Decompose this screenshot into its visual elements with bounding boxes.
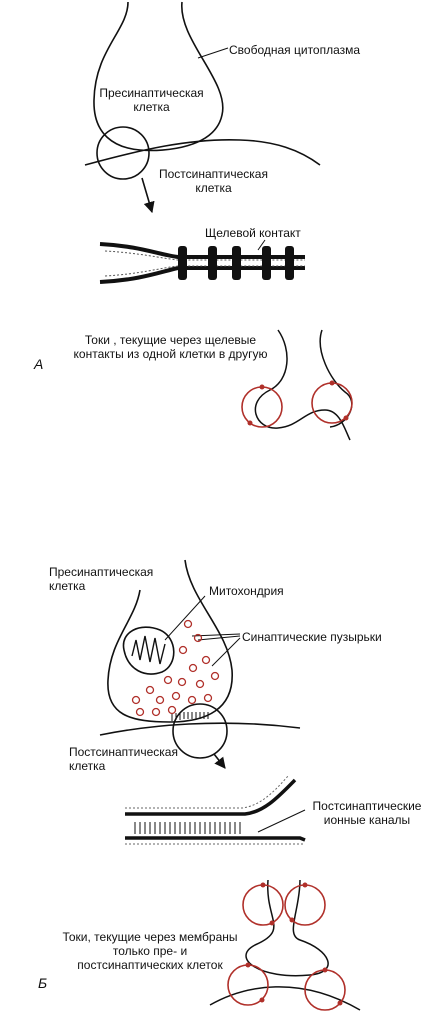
panel-b-letter: Б xyxy=(38,975,48,991)
mitochondrion-cristae xyxy=(132,636,165,664)
connexon xyxy=(285,246,294,280)
vesicles-pointer xyxy=(212,638,240,666)
connexon xyxy=(262,246,271,280)
magnify-arrow-b xyxy=(214,754,225,768)
panel-a-currents-caption: Токи , текущие через щелевые контакты из одной клетки в другую xyxy=(73,333,268,361)
gap-junction-label: Щелевой контакт xyxy=(205,226,301,240)
postsynaptic-channels-label: Постсинаптические ионные каналы xyxy=(312,799,422,827)
connexon xyxy=(208,246,217,280)
connexon xyxy=(232,246,241,280)
presynaptic-cell-label-a: Пресинаптическая клетка xyxy=(99,86,204,114)
panel-a-letter: А xyxy=(34,356,44,372)
free-cytoplasm-pointer xyxy=(198,48,228,58)
synaptic-vesicles xyxy=(133,621,219,716)
gap-junction-drawing xyxy=(100,240,305,282)
postsynaptic-membrane-b xyxy=(100,723,300,735)
postsynaptic-cell-label-a: Постсинаптическая клетка xyxy=(159,167,268,195)
mitochondrion-pointer xyxy=(165,596,205,640)
mitochondrion-label: Митохондрия xyxy=(209,584,284,598)
vesicles-pointer xyxy=(198,636,240,640)
mitochondrion xyxy=(123,627,173,674)
postsynaptic-cell-label-b: Постсинаптическая клетка xyxy=(69,745,178,773)
connexon xyxy=(178,246,187,280)
synaptic-vesicles-label: Синаптические пузырьки xyxy=(242,630,382,644)
panel-b-currents-caption: Токи, текущие через мембраны только пре- и постсинаптических клеток xyxy=(62,930,238,972)
postsynaptic-membrane xyxy=(85,140,320,165)
free-cytoplasm-label: Свободная цитоплазма xyxy=(229,43,361,57)
presynaptic-cell-label-b: Пресинаптическая клетка xyxy=(49,565,154,593)
current-loop xyxy=(243,885,283,925)
current-loop xyxy=(242,387,282,427)
channels-pointer xyxy=(258,810,305,832)
chemical-synapse-enlarged xyxy=(125,776,305,844)
magnifier-circle xyxy=(97,127,149,179)
